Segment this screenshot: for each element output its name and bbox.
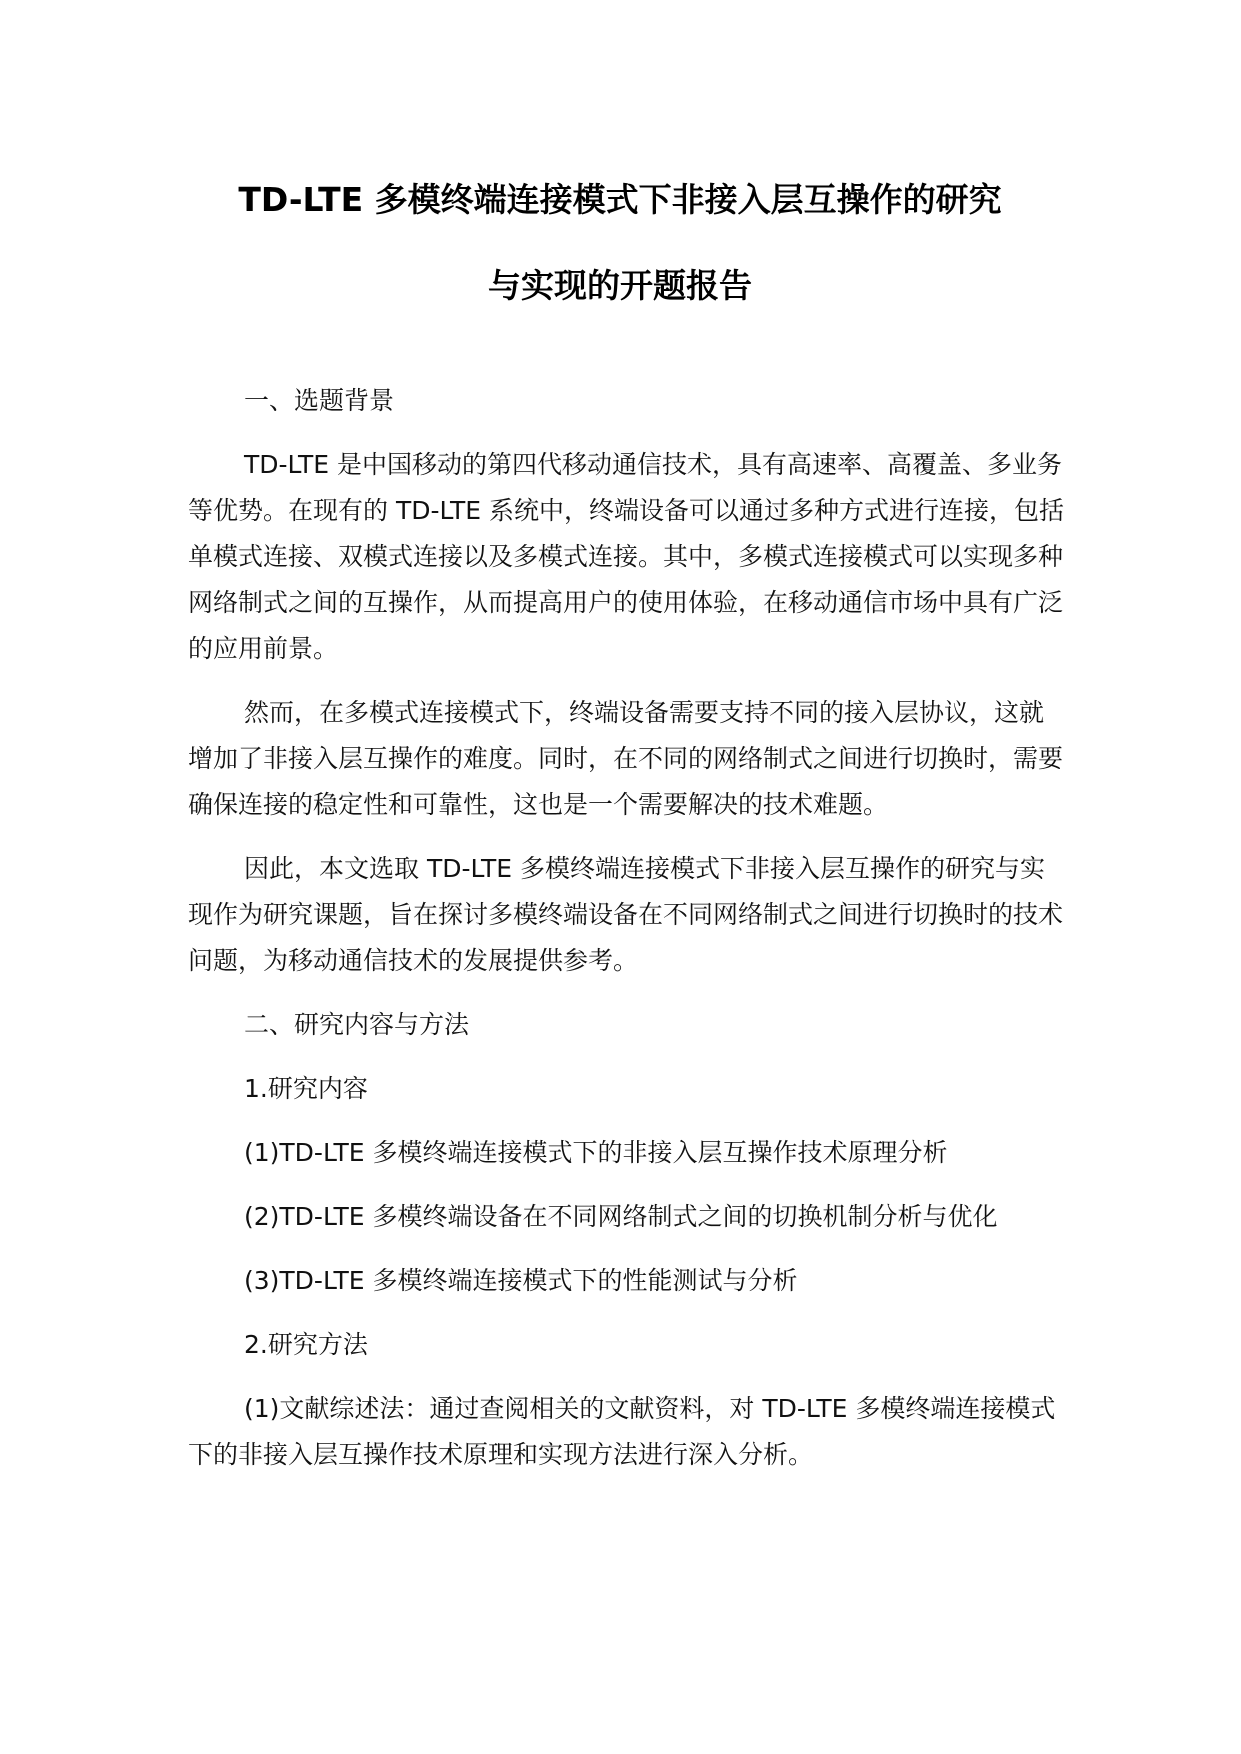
list-item-method-1: (1)文献综述法：通过查阅相关的文献资料，对 TD-LTE 多模终端连接模式下的非接入层互操作技术原理和实现方法进行深入分析。 <box>188 1394 1056 1469</box>
section-heading-background: 一、选题背景 <box>244 386 395 415</box>
list-item-content-2: (2)TD-LTE 多模终端设备在不同网络制式之间的切换机制分析与优化 <box>244 1202 998 1231</box>
paragraph-background-2: 然而，在多模式连接模式下，终端设备需要支持不同的接入层协议，这就增加了非接入层互操作的难度。同时，在不同的网络制式之间进行切换时，需要确保连接的稳定性和可靠性，这也是一个需要解决的技术难题。 <box>188 698 1064 819</box>
list-item-content-1: (1)TD-LTE 多模终端连接模式下的非接入层互操作技术原理分析 <box>244 1138 948 1167</box>
section-heading-content-methods: 二、研究内容与方法 <box>244 1010 470 1039</box>
subheading-research-methods: 2.研究方法 <box>244 1330 368 1359</box>
subheading-research-content: 1.研究内容 <box>244 1074 368 1103</box>
list-item-content-3: (3)TD-LTE 多模终端连接模式下的性能测试与分析 <box>244 1266 798 1295</box>
document-title-line-1: TD-LTE 多模终端连接模式下非接入层互操作的研究 <box>238 180 1002 219</box>
document-title-line-2: 与实现的开题报告 <box>488 266 752 305</box>
document-body <box>188 378 1068 1478</box>
paragraph-background-1: TD-LTE 是中国移动的第四代移动通信技术，具有高速率、高覆盖、多业务等优势。在现有的 TD-LTE 系统中，终端设备可以通过多种方式进行连接，包括单模式连接、双模式连接以及多模式连接。其中，多模式连接模式可以实现多种网络制式之间的互操作，从而提高用户的使用体验，在移动通信市场中具有广泛的应用前景。 <box>188 450 1064 663</box>
paragraph-background-3: 因此，本文选取 TD-LTE 多模终端连接模式下非接入层互操作的研究与实现作为研究课题，旨在探讨多模终端设备在不同网络制式之间进行切换时的技术问题，为移动通信技术的发展提供参考。 <box>188 854 1064 975</box>
